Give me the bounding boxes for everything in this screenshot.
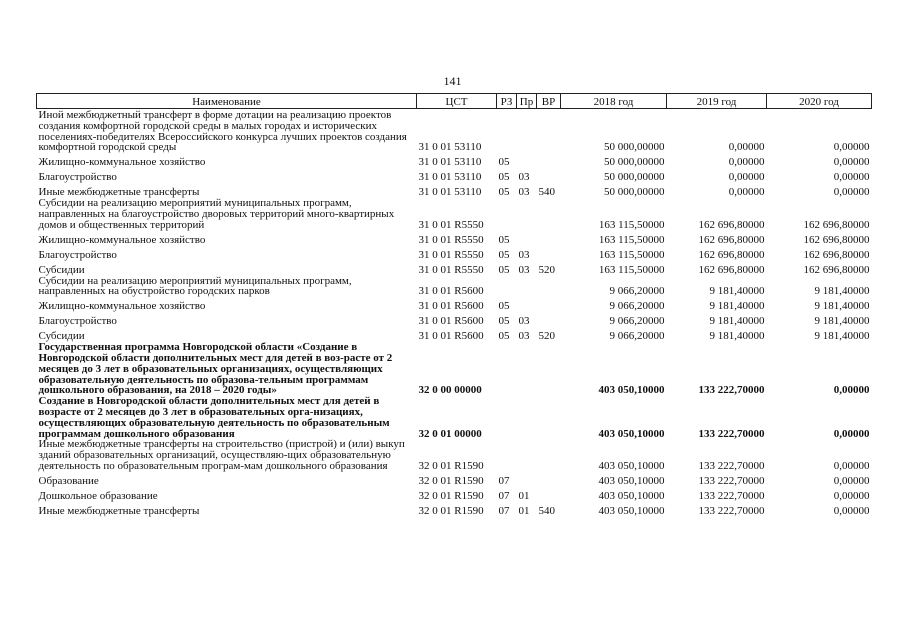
row-vr	[537, 246, 561, 261]
row-2019: 133 222,70000	[698, 504, 765, 517]
row-name: Благоустройство	[38, 171, 117, 184]
row-cst: 32 0 01 R1590	[418, 474, 484, 487]
table-row	[37, 198, 872, 230]
row-vr	[537, 153, 561, 168]
row-2018: 163 115,50000	[598, 248, 665, 261]
row-2019: 0,00000	[728, 171, 765, 184]
row-rz	[497, 396, 517, 439]
row-pr	[517, 231, 537, 246]
table-row	[37, 168, 872, 183]
row-pr	[517, 342, 537, 396]
row-cst: 32 0 00 00000	[418, 384, 482, 397]
row-pr	[517, 153, 537, 168]
header-2020: 2020 год	[767, 94, 872, 109]
row-name: Образование	[38, 474, 99, 487]
row-name: Иные межбюджетные трансферты на строительство (пристрой) и (или) выкуп зданий образовательных организаций, осуществляю-щих образовательную деятельность по образовательным програм-мам дошкольного образования	[38, 438, 405, 472]
row-vr	[537, 109, 561, 154]
table-row	[37, 472, 872, 487]
row-2018: 163 115,50000	[598, 233, 665, 246]
row-2018: 9 066,20000	[609, 285, 665, 298]
row-2018: 163 115,50000	[598, 218, 665, 231]
row-rz: 07	[498, 474, 510, 487]
row-vr	[537, 472, 561, 487]
table-row	[37, 276, 872, 298]
row-pr	[517, 276, 537, 298]
row-cst: 31 0 01 R5550	[418, 218, 484, 231]
row-name: Жилищно-коммунальное хозяйство	[38, 300, 206, 313]
table-row	[37, 183, 872, 198]
row-rz: 05	[498, 263, 510, 276]
row-2020: 0,00000	[833, 141, 870, 154]
table-row	[37, 396, 872, 439]
row-2019: 9 181,40000	[709, 315, 765, 328]
row-rz	[497, 439, 517, 471]
row-vr	[537, 231, 561, 246]
row-2018: 403 050,10000	[598, 474, 665, 487]
row-2020: 0,00000	[833, 156, 870, 169]
row-2018: 403 050,10000	[598, 459, 665, 472]
row-pr: 01	[518, 489, 530, 502]
row-2020: 0,00000	[833, 384, 870, 397]
row-cst: 32 0 01 R1590	[418, 504, 484, 517]
row-vr: 520	[538, 263, 555, 276]
table-body	[37, 109, 872, 517]
row-rz: 07	[498, 504, 510, 517]
row-2018: 9 066,20000	[609, 315, 665, 328]
table-row	[37, 487, 872, 502]
row-2020: 0,00000	[833, 474, 870, 487]
page-number: 141	[443, 74, 462, 88]
table-row	[37, 327, 872, 342]
row-2020: 0,00000	[833, 171, 870, 184]
row-pr	[517, 297, 537, 312]
header-2018: 2018 год	[561, 94, 667, 109]
row-rz: 05	[498, 315, 510, 328]
row-2019: 162 696,80000	[698, 263, 765, 276]
row-name: Дошкольное образование	[38, 489, 158, 502]
header-name: Наименование	[37, 94, 417, 109]
header-2019: 2019 год	[667, 94, 767, 109]
row-name: Иные межбюджетные трансферты	[38, 186, 200, 199]
row-2020: 0,00000	[833, 427, 870, 440]
row-rz	[497, 109, 517, 154]
row-rz: 05	[498, 330, 510, 343]
row-name: Субсидии	[38, 263, 85, 276]
row-name: Создание в Новгородской области дополнительных мест для детей в возрасте от 2 месяцев до 3 лет в образовательных орга-низациях, осуществляющих образовательную деятельность по образовательным программам дошкольного образования	[38, 395, 390, 440]
row-2020: 162 696,80000	[803, 233, 870, 246]
table-row	[37, 261, 872, 276]
header-vr: ВР	[537, 94, 561, 109]
row-name: Иной межбюджетный трансферт в форме дотации на реализацию проектов создания комфортной городской среды в малых городах и исторических поселениях-победителях Всероссийского конкурса лучших проектов создания комфортной городской среды	[38, 109, 407, 154]
row-name: Жилищно-коммунальное хозяйство	[38, 233, 206, 246]
table-row	[37, 502, 872, 517]
row-pr: 03	[518, 186, 530, 199]
row-2019: 162 696,80000	[698, 248, 765, 261]
row-pr: 03	[518, 171, 530, 184]
row-cst: 32 0 01 R1590	[418, 489, 484, 502]
row-2019: 133 222,70000	[698, 489, 765, 502]
row-cst: 31 0 01 53110	[418, 156, 482, 169]
row-vr	[537, 487, 561, 502]
row-pr	[517, 439, 537, 471]
row-name: Государственная программа Новгородской области «Создание в Новгородской области дополнительных мест для детей в воз-расте от 2 месяцев до 3 лет в образовательных организациях, осуществляющих образовательную деятельность по образова-тельным программам дошкольного образования, на 2018 – 2020 годы»	[38, 341, 393, 397]
row-pr: 03	[518, 315, 530, 328]
row-2020: 9 181,40000	[814, 330, 870, 343]
row-cst: 31 0 01 53110	[418, 186, 482, 199]
row-2018: 403 050,10000	[598, 384, 665, 397]
row-2018: 403 050,10000	[598, 489, 665, 502]
row-2020: 0,00000	[833, 459, 870, 472]
row-name: Иные межбюджетные трансферты	[38, 504, 200, 517]
row-rz	[497, 342, 517, 396]
row-name: Субсидии	[38, 330, 85, 343]
table-row	[37, 153, 872, 168]
row-name: Благоустройство	[38, 315, 117, 328]
row-2019: 162 696,80000	[698, 218, 765, 231]
row-pr	[517, 109, 537, 154]
row-2019: 133 222,70000	[698, 427, 765, 440]
row-2019: 0,00000	[728, 141, 765, 154]
row-rz: 07	[498, 489, 510, 502]
row-2019: 9 181,40000	[709, 300, 765, 313]
row-2020: 0,00000	[833, 186, 870, 199]
row-2019: 133 222,70000	[698, 474, 765, 487]
row-2020: 9 181,40000	[814, 300, 870, 313]
row-2018: 50 000,00000	[604, 186, 665, 199]
row-2020: 0,00000	[833, 489, 870, 502]
row-2018: 403 050,10000	[598, 504, 665, 517]
row-2018: 9 066,20000	[609, 300, 665, 313]
row-vr	[537, 342, 561, 396]
row-pr	[517, 198, 537, 230]
table-header-row	[37, 94, 872, 109]
row-cst: 31 0 01 R5600	[418, 330, 484, 343]
table-row	[37, 312, 872, 327]
row-2018: 50 000,00000	[604, 171, 665, 184]
row-name: Жилищно-коммунальное хозяйство	[38, 156, 206, 169]
row-2018: 163 115,50000	[598, 263, 665, 276]
row-rz: 05	[498, 233, 510, 246]
row-cst: 31 0 01 53110	[418, 141, 482, 154]
row-2020: 0,00000	[833, 504, 870, 517]
row-2018: 50 000,00000	[604, 141, 665, 154]
table-row	[37, 297, 872, 312]
row-rz: 05	[498, 171, 510, 184]
row-2019: 133 222,70000	[698, 459, 765, 472]
header-pr: Пр	[517, 94, 537, 109]
table-row	[37, 439, 872, 471]
row-name: Субсидии на реализацию мероприятий муниципальных программ, направленных на благоустройство дворовых территорий много-квартирных домов и общественных территорий	[38, 197, 395, 231]
row-vr: 540	[538, 186, 555, 199]
row-rz: 05	[498, 300, 510, 313]
row-rz: 05	[498, 186, 510, 199]
row-vr: 540	[538, 504, 555, 517]
table-row	[37, 109, 872, 154]
row-2019: 9 181,40000	[709, 285, 765, 298]
row-2019: 162 696,80000	[698, 233, 765, 246]
row-cst: 31 0 01 R5600	[418, 300, 484, 313]
row-cst: 32 0 01 R1590	[418, 459, 484, 472]
row-vr	[537, 396, 561, 439]
header-rz: РЗ	[497, 94, 517, 109]
row-vr	[537, 198, 561, 230]
row-2020: 162 696,80000	[803, 263, 870, 276]
row-2018: 9 066,20000	[609, 330, 665, 343]
row-vr	[537, 168, 561, 183]
row-2020: 162 696,80000	[803, 218, 870, 231]
row-2020: 9 181,40000	[814, 285, 870, 298]
table-row	[37, 231, 872, 246]
row-vr	[537, 297, 561, 312]
row-pr: 03	[518, 330, 530, 343]
row-2020: 9 181,40000	[814, 315, 870, 328]
row-name: Субсидии на реализацию мероприятий муниципальных программ, направленных на обустройство городских парков	[38, 274, 352, 298]
row-rz	[497, 198, 517, 230]
row-2019: 0,00000	[728, 186, 765, 199]
row-2019: 9 181,40000	[709, 330, 765, 343]
row-pr: 01	[518, 504, 530, 517]
row-2020: 162 696,80000	[803, 248, 870, 261]
header-cst: ЦСТ	[417, 94, 497, 109]
row-vr	[537, 276, 561, 298]
row-name: Благоустройство	[38, 248, 117, 261]
row-pr: 03	[518, 263, 530, 276]
row-vr	[537, 439, 561, 471]
row-vr: 520	[538, 330, 555, 343]
row-cst: 31 0 01 R5550	[418, 248, 484, 261]
row-pr	[517, 396, 537, 439]
row-rz: 05	[498, 248, 510, 261]
row-cst: 31 0 01 53110	[418, 171, 482, 184]
row-pr	[517, 472, 537, 487]
row-cst: 32 0 01 00000	[418, 427, 482, 440]
row-cst: 31 0 01 R5550	[418, 233, 484, 246]
table-row	[37, 342, 872, 396]
row-2018: 50 000,00000	[604, 156, 665, 169]
row-2019: 133 222,70000	[698, 384, 765, 397]
row-vr	[537, 312, 561, 327]
row-pr: 03	[518, 248, 530, 261]
row-rz: 05	[498, 156, 510, 169]
row-2018: 403 050,10000	[598, 427, 665, 440]
row-cst: 31 0 01 R5600	[418, 285, 484, 298]
row-2019: 0,00000	[728, 156, 765, 169]
row-rz	[497, 276, 517, 298]
row-cst: 31 0 01 R5550	[418, 263, 484, 276]
table-row	[37, 246, 872, 261]
budget-table	[36, 93, 872, 517]
row-cst: 31 0 01 R5600	[418, 315, 484, 328]
